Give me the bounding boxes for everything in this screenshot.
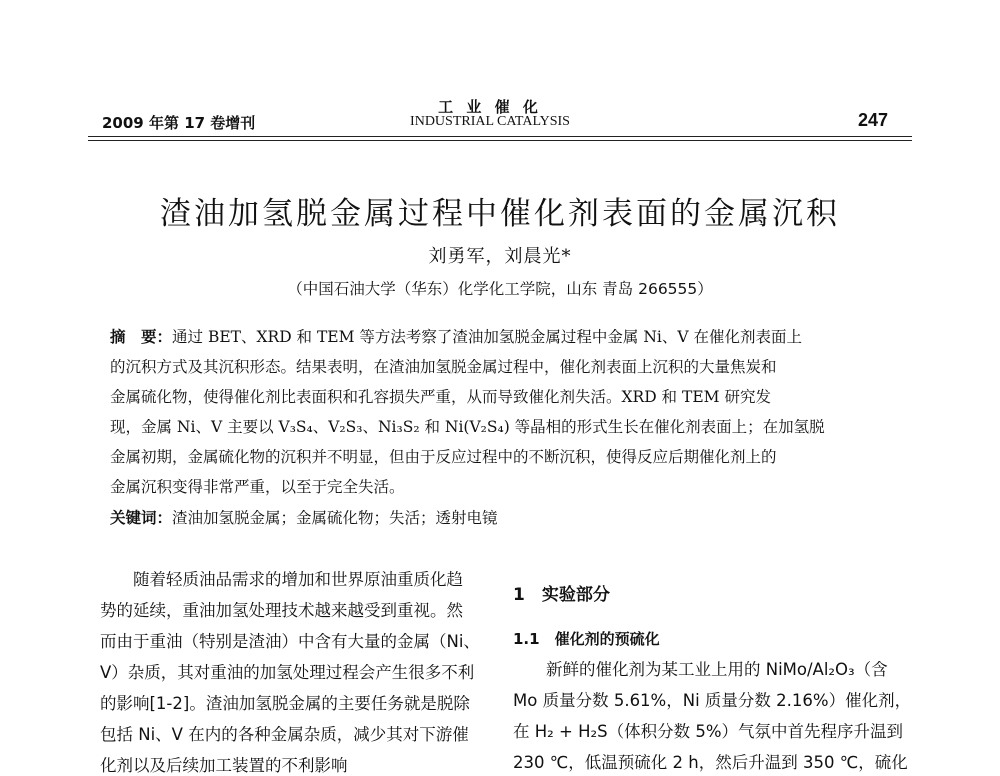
keywords-text: 渣油加氢脱金属；金属硫化物；失活；透射电镜 bbox=[172, 509, 498, 527]
abstract-line-1 bbox=[110, 325, 802, 347]
header-rule-bottom bbox=[88, 140, 912, 141]
article-title: 渣油加氢脱金属过程中催化剂表面的金属沉积 bbox=[160, 196, 840, 232]
journal-name-en: INDUSTRIAL CATALYSIS bbox=[410, 114, 570, 129]
left-line-6: 包括 Ni、V 在内的各种金属杂质，减少其对下游催 bbox=[100, 725, 469, 744]
abstract-label: 摘 要： bbox=[110, 328, 173, 346]
right-line-2: Mo 质量分数 5.61%，Ni 质量分数 2.16%）催化剂， bbox=[513, 691, 912, 710]
right-line-3: 在 H₂ + H₂S（体积分数 5%）气氛中首先程序升温到 bbox=[513, 722, 903, 741]
keywords-line bbox=[110, 506, 498, 528]
article-affiliation: （中国石油大学（华东）化学化工学院，山东 青岛 266555） bbox=[287, 280, 713, 298]
left-line-7: 化剂以及后续加工装置的不利影响 bbox=[100, 756, 348, 775]
abstract-line-6: 金属沉积变得非常严重，以至于完全失活。 bbox=[110, 478, 405, 496]
left-line-5: 的影响[1-2]。渣油加氢脱金属的主要任务就是脱除 bbox=[100, 694, 470, 713]
left-line-4: V）杂质，其对重油的加氢处理过程会产生很多不利 bbox=[100, 663, 475, 682]
article-authors: 刘勇军，刘晨光* bbox=[428, 246, 572, 267]
keywords-label: 关键词： bbox=[110, 509, 173, 527]
left-line-2: 势的延续，重油加氢处理技术越来越受到重视。然 bbox=[100, 601, 463, 620]
abstract-line-4: 现，金属 Ni、V 主要以 V₃S₄、V₂S₃、Ni₃S₂ 和 Ni(V₂S₄) 等晶相的形式生长在催化剂表面上；在加氢脱 bbox=[110, 418, 825, 436]
section-heading: 1 实验部分 bbox=[513, 585, 610, 605]
abstract-text: 通过 BET、XRD 和 TEM 等方法考察了渣油加氢脱金属过程中金属 Ni、V 在催化剂表面上 bbox=[172, 328, 802, 346]
left-line-1: 随着轻质油品需求的增加和世界原油重质化趋 bbox=[100, 570, 463, 589]
page-number: 247 bbox=[858, 110, 889, 130]
issue-label: 2009 年第 17 卷增刊 bbox=[102, 114, 256, 132]
subsection-heading: 1.1 催化剂的预硫化 bbox=[513, 630, 660, 648]
left-line-3: 而由于重油（特别是渣油）中含有大量的金属（Ni、 bbox=[100, 632, 480, 651]
right-line-1: 新鲜的催化剂为某工业上用的 NiMo/Al₂O₃（含 bbox=[513, 660, 888, 679]
right-line-4: 230 ℃，低温预硫化 2 h，然后升温到 350 ℃，硫化 bbox=[513, 753, 908, 772]
abstract-line-2: 的沉积方式及其沉积形态。结果表明，在渣油加氢脱金属过程中，催化剂表面上沉积的大量焦炭和 bbox=[110, 358, 777, 376]
abstract-line-3: 金属硫化物，使得催化剂比表面积和孔容损失严重，从而导致催化剂失活。XRD 和 TEM 研究发 bbox=[110, 388, 771, 406]
journal-name-cn: 工 业 催 化 bbox=[438, 98, 542, 116]
abstract-line-5: 金属初期，金属硫化物的沉积并不明显，但由于反应过程中的不断沉积，使得反应后期催化剂上的 bbox=[110, 448, 777, 466]
header-rule-top bbox=[88, 136, 912, 137]
